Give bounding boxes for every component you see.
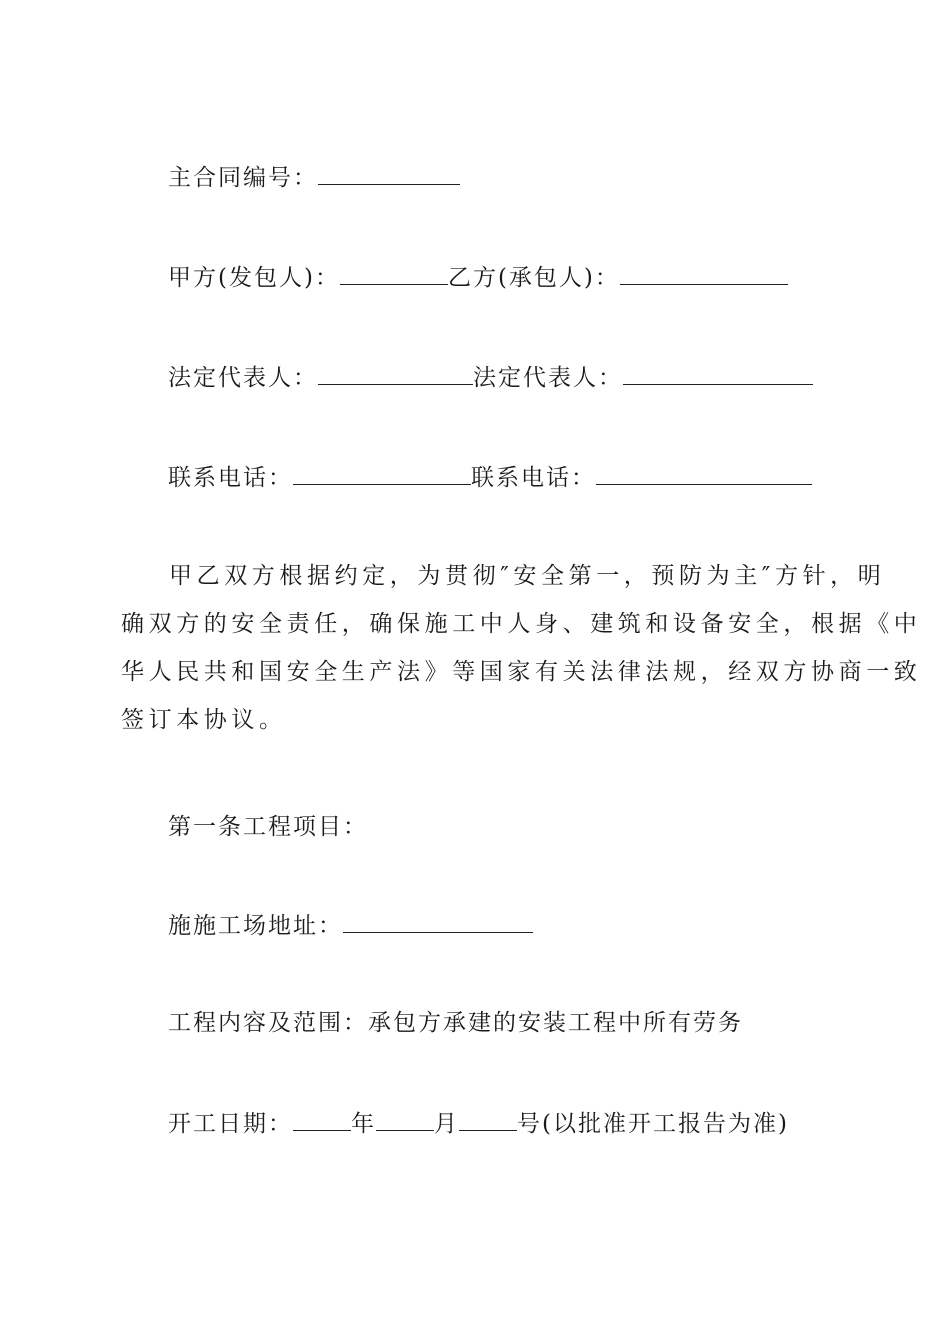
year-blank bbox=[293, 1108, 351, 1131]
legal-rep-row bbox=[168, 362, 813, 393]
intro-line-1: 甲乙双方根据约定，为贯彻″安全第一，预防为主″方针，明 bbox=[169, 563, 886, 589]
legal-rep-a-blank bbox=[318, 362, 473, 385]
parties-row bbox=[168, 262, 788, 293]
month-blank bbox=[376, 1108, 434, 1131]
phone-b-blank bbox=[596, 462, 812, 485]
site-address-label: 施施工场地址： bbox=[168, 913, 343, 939]
site-address-row bbox=[168, 910, 533, 941]
legal-rep-b-label: 法定代表人： bbox=[473, 365, 623, 391]
party-a-label: 甲方(发包人)： bbox=[168, 265, 340, 291]
year-label: 年 bbox=[351, 1111, 376, 1137]
legal-rep-b-blank bbox=[623, 362, 813, 385]
phone-b-label: 联系电话： bbox=[471, 465, 596, 491]
legal-rep-a-label: 法定代表人： bbox=[168, 365, 318, 391]
phone-a-blank bbox=[293, 462, 471, 485]
party-b-blank bbox=[620, 262, 788, 285]
contract-number-blank bbox=[318, 162, 460, 185]
intro-line-3: 华人民共和国安全生产法》等国家有关法律法规，经双方协商一致 bbox=[121, 659, 922, 685]
party-a-blank bbox=[340, 262, 448, 285]
intro-line-2: 确双方的安全责任，确保施工中人身、建筑和设备安全，根据《中 bbox=[121, 611, 922, 637]
day-blank bbox=[459, 1108, 517, 1131]
phone-a-label: 联系电话： bbox=[168, 465, 293, 491]
intro-line-4: 签订本协议。 bbox=[121, 707, 287, 733]
article-1-heading: 第一条工程项目： bbox=[168, 814, 368, 840]
site-address-blank bbox=[343, 910, 533, 933]
contract-number-label: 主合同编号： bbox=[168, 165, 318, 191]
phone-row bbox=[168, 462, 812, 493]
party-b-label: 乙方(承包人)： bbox=[447, 265, 620, 291]
intro-paragraph bbox=[121, 558, 922, 738]
day-note: 号(以批准开工报告为准) bbox=[517, 1111, 789, 1137]
start-date-label: 开工日期： bbox=[168, 1111, 293, 1137]
scope-row: 工程内容及范围：承包方承建的安装工程中所有劳务 bbox=[168, 1010, 743, 1036]
month-label: 月 bbox=[434, 1111, 459, 1137]
start-date-row bbox=[168, 1108, 789, 1139]
contract-number-row bbox=[168, 162, 460, 193]
